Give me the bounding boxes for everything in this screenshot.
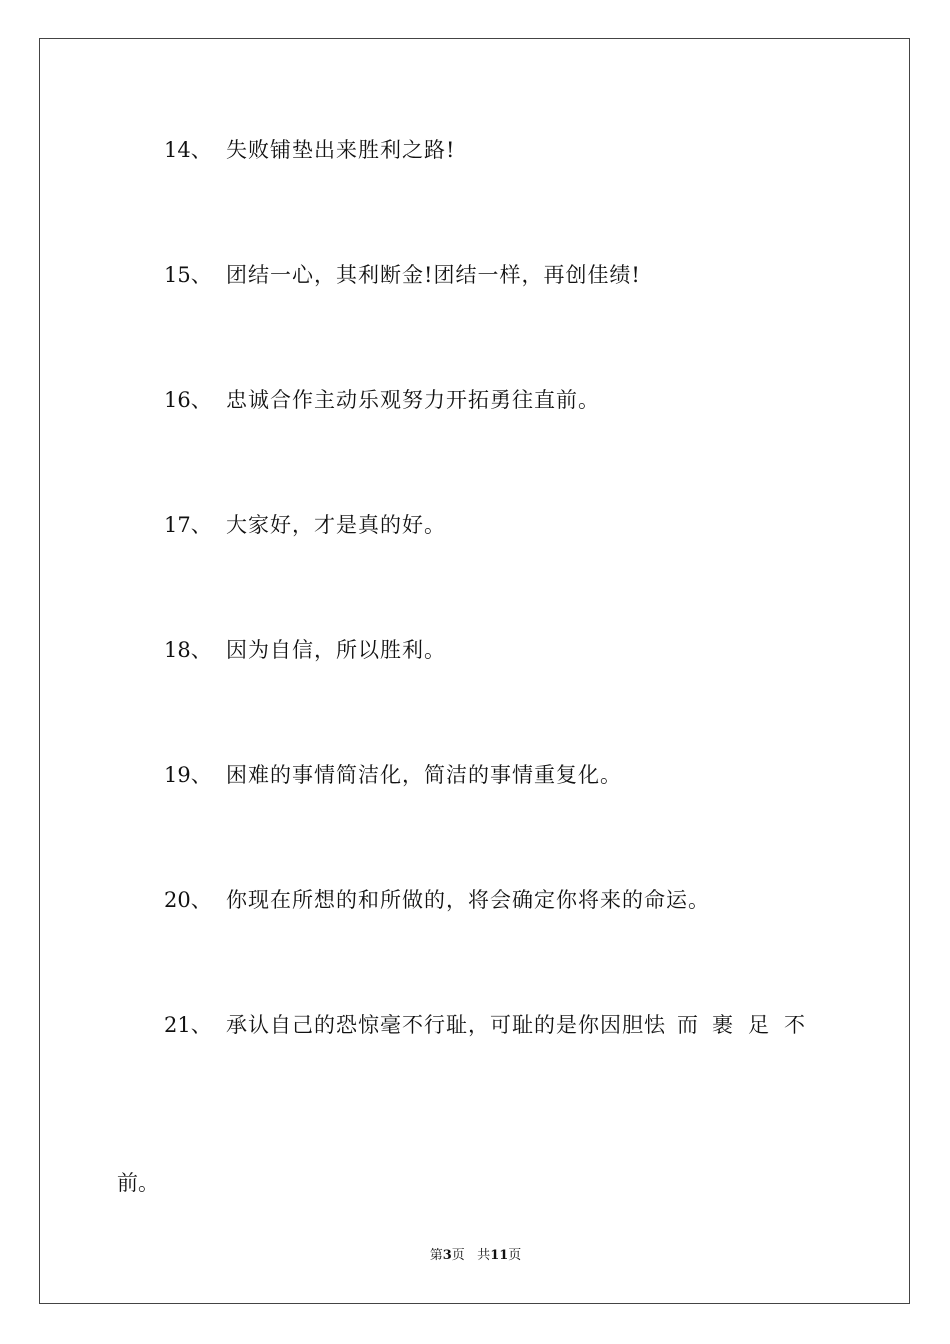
list-item <box>40 880 911 920</box>
list-item <box>40 505 911 545</box>
page-frame <box>39 38 910 1304</box>
item-text: 忠诚合作主动乐观努力开拓勇往直前。 <box>226 388 600 412</box>
list-item <box>40 255 911 295</box>
item-number: 19、 <box>164 763 212 787</box>
item-text: 你现在所想的和所做的，将会确定你将来的命运。 <box>226 888 710 912</box>
item-number: 21、 <box>164 1013 212 1037</box>
item-text: 承认自己的恐惊毫不行耻，可耻的是你因胆怯 <box>226 1013 666 1037</box>
list-item <box>40 630 911 670</box>
item-text-tail: 足 <box>748 1013 769 1037</box>
page-footer <box>40 1247 911 1265</box>
item-continuation: 前。 <box>117 1171 159 1195</box>
item-number: 16、 <box>164 388 212 412</box>
list-item <box>40 380 911 420</box>
item-text: 困难的事情简洁化，简洁的事情重复化。 <box>226 763 622 787</box>
page-prefix: 第 <box>429 1248 443 1263</box>
list-item <box>40 1005 911 1045</box>
item-number: 20、 <box>164 888 212 912</box>
item-number: 17、 <box>164 513 212 537</box>
item-text-tail: 而 <box>677 1013 698 1037</box>
list-item <box>40 755 911 795</box>
item-text: 大家好，才是真的好。 <box>226 513 446 537</box>
total-suffix: 页 <box>508 1248 522 1263</box>
item-text: 团结一心，其利断金!团结一样，再创佳绩! <box>226 263 641 287</box>
item-number: 15、 <box>164 263 212 287</box>
page-current: 3 <box>442 1248 452 1263</box>
item-text: 因为自信，所以胜利。 <box>226 638 446 662</box>
page-suffix: 页 <box>451 1248 465 1263</box>
item-text-tail: 不 <box>784 1013 805 1037</box>
item-number: 18、 <box>164 638 212 662</box>
total-pages: 11 <box>490 1248 509 1263</box>
total-prefix: 共 <box>477 1248 491 1263</box>
list-item <box>40 130 911 170</box>
item-number: 14、 <box>164 138 212 162</box>
item-text-tail: 裹 <box>712 1013 733 1037</box>
item-text: 失败铺垫出来胜利之路! <box>226 138 456 162</box>
